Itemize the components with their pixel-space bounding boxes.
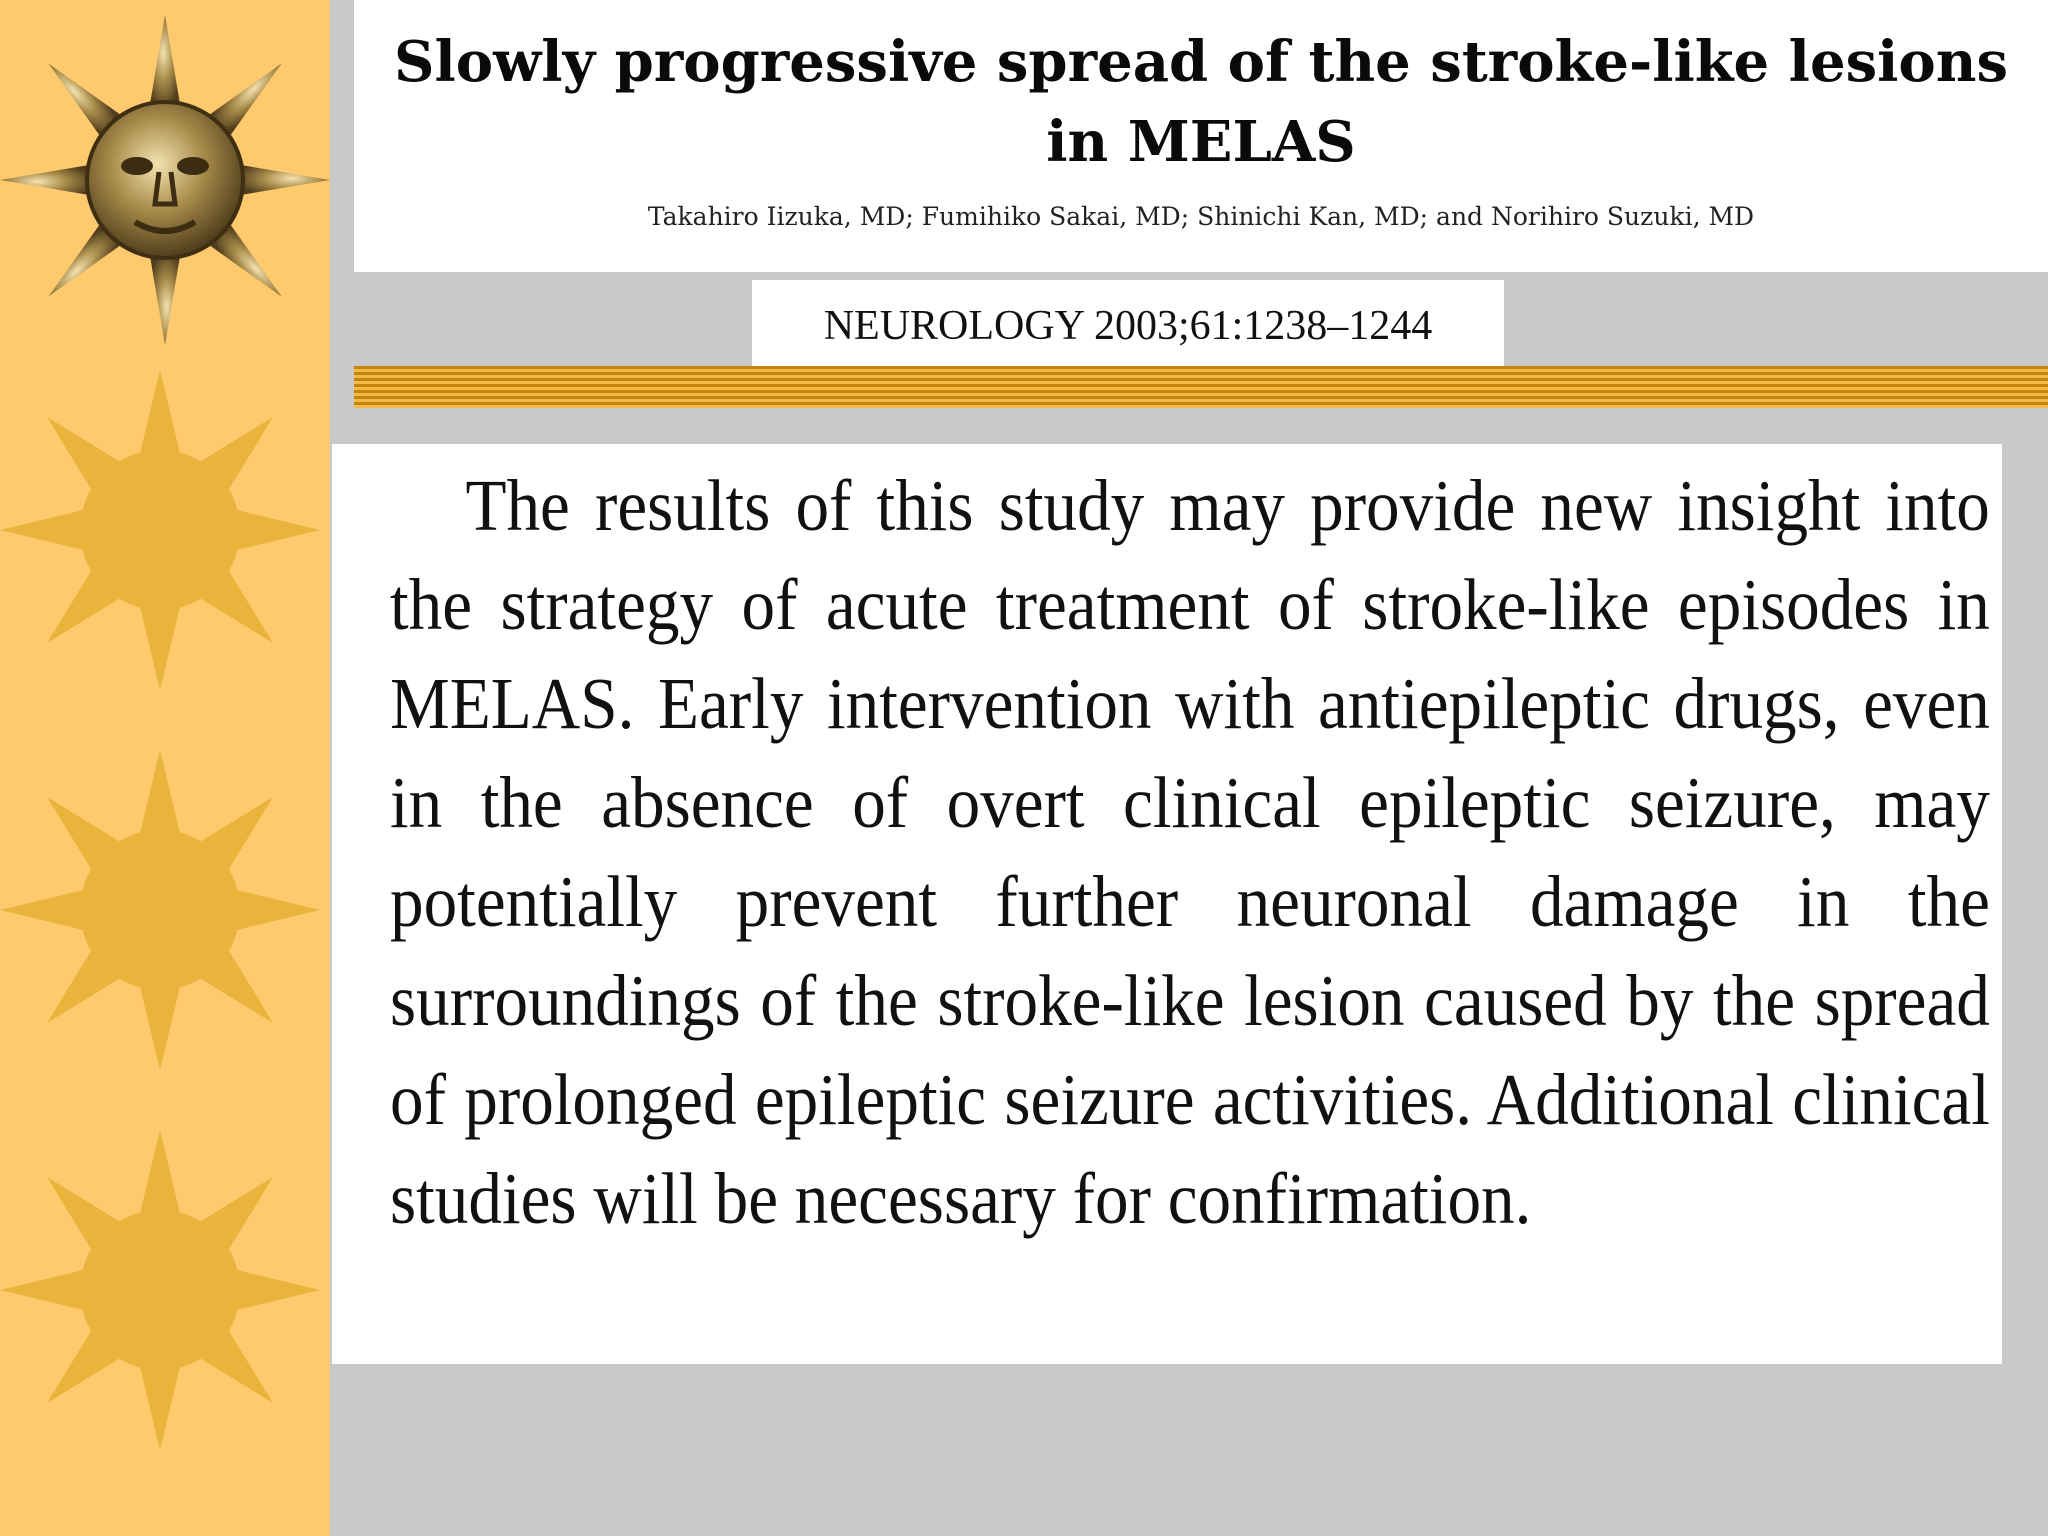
- decorative-sidebar: [0, 0, 330, 1536]
- excerpt-text: The results of this study may provide new insight into the strategy of acute treatment of stroke-like episodes in MELAS. Early intervention with antiepileptic drugs, even in the absence of overt clinical epileptic seizure, may potentially prevent further neuronal damage in the surroundings of the stroke-like lesion caused by the spread of prolonged epileptic seizure activities. Additional clinical studies will be necessary for confirmation.: [390, 465, 1990, 1239]
- journal-citation: NEUROLOGY 2003;61:1238–1244: [823, 303, 1433, 349]
- sun-face-icon: [0, 10, 330, 350]
- divider-rule: [354, 366, 2048, 408]
- paper-authors: Takahiro Iizuka, MD; Fumihiko Sakai, MD; Shinichi Kan, MD; and Norihiro Suzuki, MD: [647, 202, 1755, 231]
- sun-icon: [0, 360, 330, 700]
- title-panel: [354, 0, 2048, 272]
- citation-panel: [752, 280, 1504, 372]
- sun-icon: [0, 1120, 330, 1460]
- excerpt-panel: [332, 444, 2002, 1364]
- sun-icon: [0, 740, 330, 1080]
- paper-title: Slowly progressive spread of the stroke-like lesions in MELAS: [394, 29, 2008, 175]
